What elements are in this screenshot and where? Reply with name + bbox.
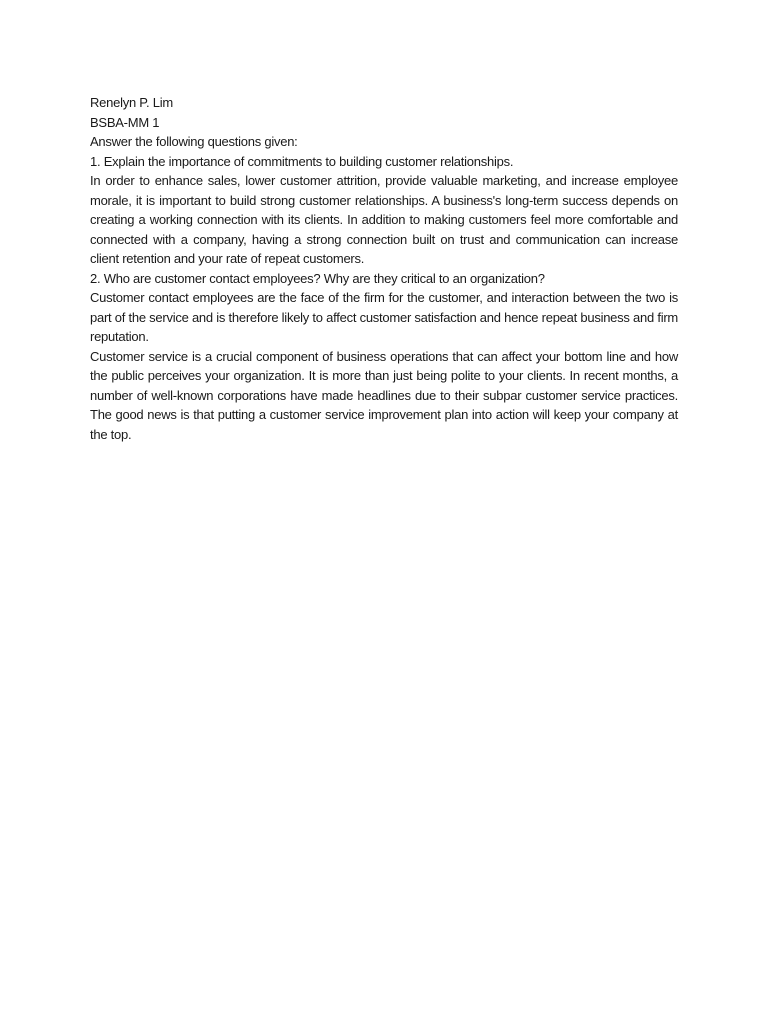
answer-2-paragraph-1: Customer contact employees are the face of the firm for the customer, and interaction between the two is part of the service and is therefore likely to affect customer satisfaction and hence repeat business and firm reputation. bbox=[90, 290, 678, 344]
course-label: BSBA-MM 1 bbox=[90, 114, 160, 130]
answer-1-paragraph-1: In order to enhance sales, lower customer attrition, provide valuable marketing, and increase employee morale, it is important to build strong customer relationships. A business's long-term success depends on creating a working connection with its clients. In addition to making customers feel more comfortable and connected with a company, having a strong connection built on trust and communication can increase client retention and your rate of repeat customers. bbox=[90, 173, 678, 266]
instructions-text: Answer the following questions given: bbox=[90, 134, 298, 149]
author-name: Renelyn P. Lim bbox=[90, 95, 173, 110]
question-1: 1. Explain the importance of commitments to building customer relationships. bbox=[90, 153, 514, 169]
question-2: 2. Who are customer contact employees? Why are they critical to an organization? bbox=[90, 270, 545, 286]
answer-2-paragraph-2: Customer service is a crucial component of business operations that can affect your bottom line and how the public perceives your organization. It is more than just being polite to your clients. In recent months, a number of well-known corporations have made headlines due to their subpar customer service practices. The good news is that putting a customer service improvement plan into action will keep your company at the top. bbox=[90, 348, 678, 442]
document-body bbox=[90, 93, 678, 444]
